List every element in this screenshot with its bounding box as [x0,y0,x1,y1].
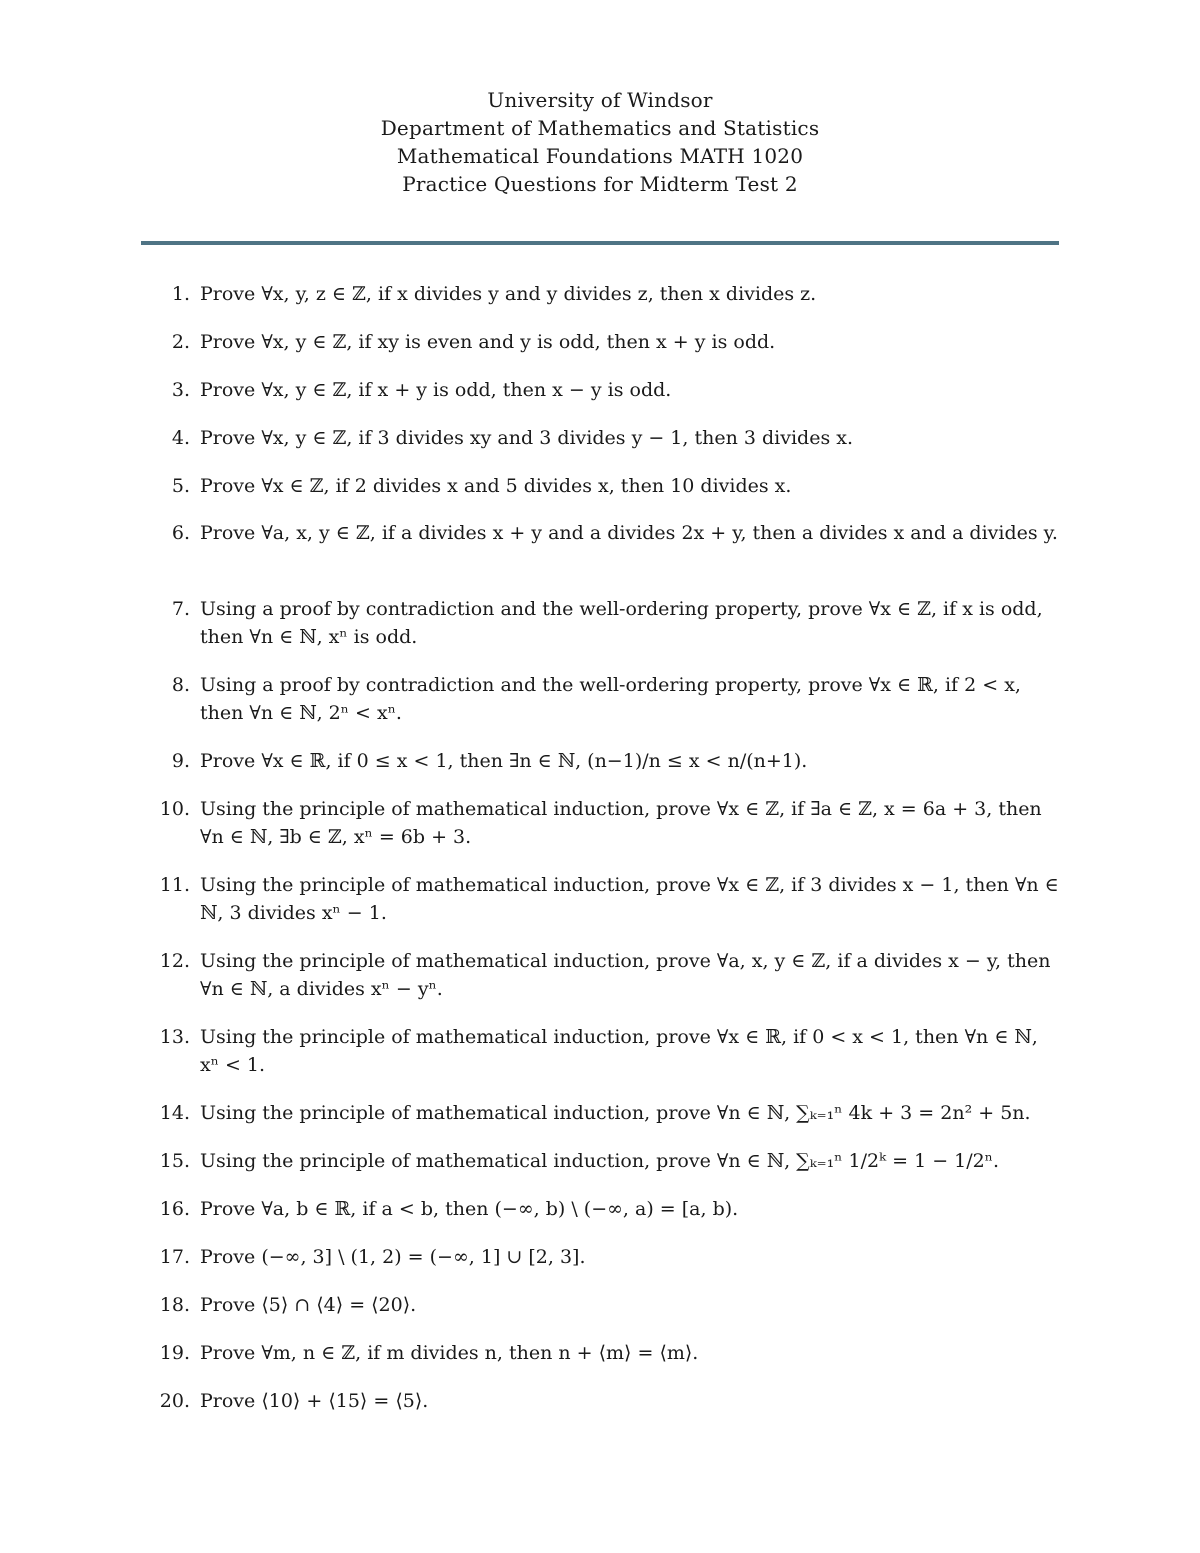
question-number: 2. [171,331,190,353]
question-text: Prove ∀m, n ∈ ℤ, if m divides n, then n + ⟨m⟩ = ⟨m⟩. [200,1342,699,1364]
question-number: 16. [159,1198,190,1220]
question-number: 8. [171,674,190,696]
question-number: 5. [171,475,190,497]
question-text: Using the principle of mathematical induction, prove ∀x ∈ ℝ, if 0 < x < 1, then ∀n ∈ ℕ, xⁿ < 1. [200,1026,1038,1076]
question-number: 10. [159,798,190,820]
question-text: Using the principle of mathematical induction, prove ∀a, x, y ∈ ℤ, if a divides x − y, then ∀n ∈ ℕ, a divides xⁿ − yⁿ. [200,950,1051,1000]
header-divider [141,241,1059,245]
question-number: 17. [159,1246,190,1268]
question-number: 15. [159,1150,190,1172]
question-text: Prove ∀a, x, y ∈ ℤ, if a divides x + y and a divides 2x + y, then a divides x and a divides y. [200,522,1058,544]
question-number: 20. [159,1390,190,1412]
question-text: Prove (−∞, 3] \ (1, 2) = (−∞, 1] ∪ [2, 3]. [200,1246,586,1268]
question-text: Using the principle of mathematical induction, prove ∀x ∈ ℤ, if 3 divides x − 1, then ∀n ∈ ℕ, 3 divides xⁿ − 1. [200,874,1059,924]
question-number: 18. [159,1294,190,1316]
question-text: Using the principle of mathematical induction, prove ∀n ∈ ℕ, ∑ₖ₌₁ⁿ 1/2ᵏ = 1 − 1/2ⁿ. [200,1150,999,1172]
question-number: 6. [171,522,190,544]
question-number: 3. [171,379,190,401]
question-number: 4. [171,427,190,449]
document-title: Practice Questions for Midterm Test 2 [402,172,798,196]
question-text: Prove ⟨5⟩ ∩ ⟨4⟩ = ⟨20⟩. [200,1294,417,1316]
question-text: Using a proof by contradiction and the well-ordering property, prove ∀x ∈ ℤ, if x is odd, then ∀n ∈ ℕ, xⁿ is odd. [200,598,1043,648]
question-text: Using the principle of mathematical induction, prove ∀n ∈ ℕ, ∑ₖ₌₁ⁿ 4k + 3 = 2n² + 5n. [200,1102,1031,1124]
question-number: 14. [159,1102,190,1124]
question-text: Using the principle of mathematical induction, prove ∀x ∈ ℤ, if ∃a ∈ ℤ, x = 6a + 3, then ∀n ∈ ℕ, ∃b ∈ ℤ, xⁿ = 6b + 3. [200,798,1042,848]
question-number: 13. [159,1026,190,1048]
question-text: Prove ∀x, y ∈ ℤ, if x + y is odd, then x − y is odd. [200,379,672,401]
question-text: Prove ⟨10⟩ + ⟨15⟩ = ⟨5⟩. [200,1390,429,1412]
question-text: Prove ∀x ∈ ℝ, if 0 ≤ x < 1, then ∃n ∈ ℕ, (n−1)/n ≤ x < n/(n+1). [200,750,808,772]
question-number: 11. [159,874,190,896]
question-text: Using a proof by contradiction and the well-ordering property, prove ∀x ∈ ℝ, if 2 < x, then ∀n ∈ ℕ, 2ⁿ < xⁿ. [200,674,1021,724]
document-header [0,86,1200,198]
question-number: 12. [159,950,190,972]
question-text: Prove ∀x, y ∈ ℤ, if 3 divides xy and 3 divides y − 1, then 3 divides x. [200,427,853,449]
question-text: Prove ∀x ∈ ℤ, if 2 divides x and 5 divides x, then 10 divides x. [200,475,792,497]
question-number: 19. [159,1342,190,1364]
question-number: 9. [171,750,190,772]
question-text: Prove ∀a, b ∈ ℝ, if a < b, then (−∞, b) \ (−∞, a) = [a, b). [200,1198,739,1220]
course-name: Mathematical Foundations MATH 1020 [396,144,804,168]
question-text: Prove ∀x, y, z ∈ ℤ, if x divides y and y divides z, then x divides z. [200,283,817,305]
question-number: 1. [171,283,190,305]
department-name: Department of Mathematics and Statistics [380,116,820,140]
question-number: 7. [171,598,190,620]
question-text: Prove ∀x, y ∈ ℤ, if xy is even and y is odd, then x + y is odd. [200,331,776,353]
university-name: University of Windsor [487,88,713,112]
